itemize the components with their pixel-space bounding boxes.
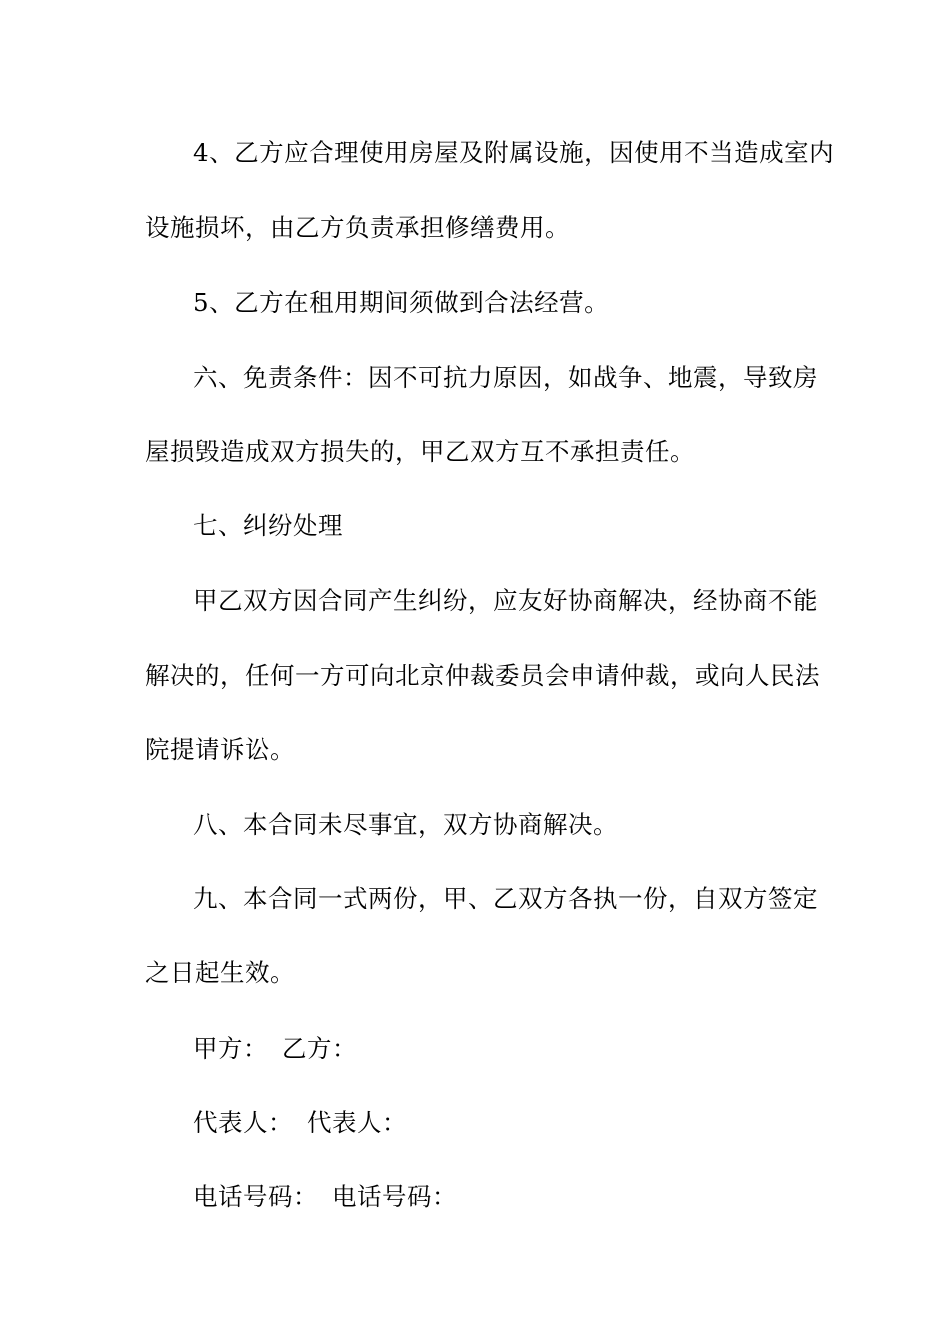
section-heading: 七、纠纷处理 <box>193 511 343 540</box>
signature-phone-row <box>193 1182 457 1212</box>
paragraph-line: 4、乙方应合理使用房屋及附属设施，因使用不当造成室内 <box>193 138 835 167</box>
signature-party-row <box>193 1034 357 1064</box>
signature-representative-row <box>193 1108 407 1138</box>
paragraph-line: 5、乙方在租用期间须做到合法经营。 <box>193 288 610 317</box>
party-a-label: 甲方： <box>193 1034 268 1063</box>
phone-b-label: 电话号码： <box>332 1182 457 1211</box>
representative-a-label: 代表人： <box>193 1108 293 1137</box>
representative-b-label: 代表人： <box>307 1108 407 1137</box>
paragraph-line: 设施损坏，由乙方负责承担修缮费用。 <box>145 213 570 242</box>
party-b-label: 乙方： <box>282 1034 357 1063</box>
paragraph-line: 解决的，任何一方可向北京仲裁委员会申请仲裁，或向人民法 <box>145 661 820 690</box>
paragraph-line: 屋损毁造成双方损失的，甲乙双方互不承担责任。 <box>145 437 695 466</box>
paragraph-line: 八、本合同未尽事宜，双方协商解决。 <box>193 810 618 839</box>
paragraph-line: 九、本合同一式两份，甲、乙双方各执一份，自双方签定 <box>193 884 818 913</box>
paragraph-line: 六、免责条件：因不可抗力原因，如战争、地震，导致房 <box>193 363 818 392</box>
paragraph-line: 甲乙双方因合同产生纠纷，应友好协商解决，经协商不能 <box>193 586 818 615</box>
paragraph-line: 院提请诉讼。 <box>145 735 295 764</box>
phone-a-label: 电话号码： <box>193 1182 318 1211</box>
paragraph-line: 之日起生效。 <box>145 958 295 987</box>
